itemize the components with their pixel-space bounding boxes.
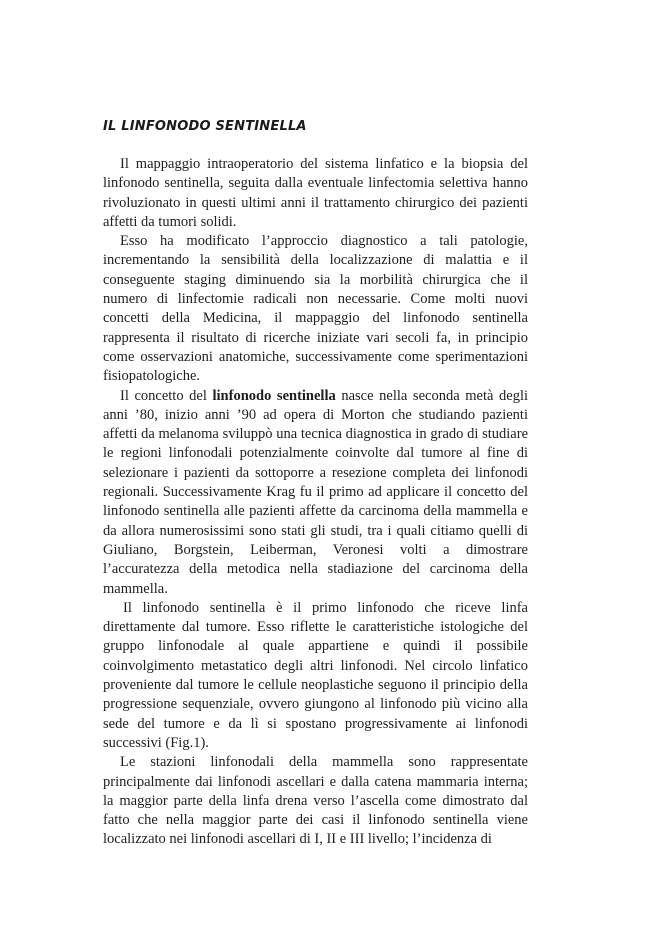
body-text	[103, 155, 528, 850]
paragraph-3	[103, 387, 528, 599]
bold-term-linfonodo-sentinella: linfonodo sentinella	[212, 387, 336, 404]
paragraph-1: Il mappaggio intraoperatorio del sistema linfatico e la biopsia del linfonodo sentinella, seguita dalla eventuale linfectomia selettiva hanno rivoluzionato in questi ultimi anni il trattamento chirurgico dei pazienti affetti da tumori solidi.	[103, 156, 528, 230]
section-heading: IL LINFONODO SENTINELLA	[103, 119, 307, 134]
paragraph-5: Le stazioni linfonodali della mammella sono rappresentate principalmente dai linfonodi ascellari e dalla catena mammaria interna; la maggior parte della linfa drena verso l’ascella come dimostrato dal fatto che nella maggior parte dei casi il linfonodo sentinella viene localizzato nei linfonodi ascellari di I, II e III livello; l’incidenza di	[103, 754, 528, 848]
paragraph-2: Esso ha modificato l’approccio diagnostico a tali patologie, incrementando la sensibilità della localizzazione di malattia e il conseguente staging diminuendo sia la morbilità chirurgica che il numero di linfectomie radicali non necessarie. Come molti nuovi concetti della Medicina, il mappaggio del linfonodo sentinella rappresenta il risultato di ricerche iniziate vari secoli fa, in principio come osservazioni anatomiche, successivamente come sperimentazioni fisiopatologiche.	[103, 233, 528, 385]
paragraph-4: Il linfonodo sentinella è il primo linfonodo che riceve linfa direttamente dal tumore. Esso riflette le caratteristiche istologiche del gruppo linfonodale al quale appartiene e quindi il possibile coinvolgimento metastatico degli altri linfonodi. Nel circolo linfatico proveniente dal tumore le cellule neoplastiche seguono il principio della progressione sequenziale, ovvero giungono al linfonodo più vicino alla sede del tumore e da lì si spostano progressivamente ai linfonodi successivi (Fig.1).	[103, 599, 528, 751]
paragraph-3-lead: Il concetto del	[120, 387, 213, 404]
paragraph-3-rest: nasce nella seconda metà degli anni ’80, inizio anni ’90 ad opera di Morton che studiando pazienti affetti da melanoma sviluppò una tecnica diagnostica in grado di studiare le regioni linfonodali potenzialmente coinvolte dal tumore al fine di selezionare i pazienti da sottoporre a resezione completa dei linfonodi regionali. Successivamente Krag fu il primo ad applicare il concetto del linfonodo sentinella alle pazienti affette da carcinoma della mammella e da allora numerosissimi sono stati gli studi, tra i quali citiamo quelli di Giuliano, Borgstein, Leiberman, Veronesi volti a dimostrare l’accuratezza della metodica nella stadiazione del carcinoma della mammella.	[103, 387, 529, 597]
